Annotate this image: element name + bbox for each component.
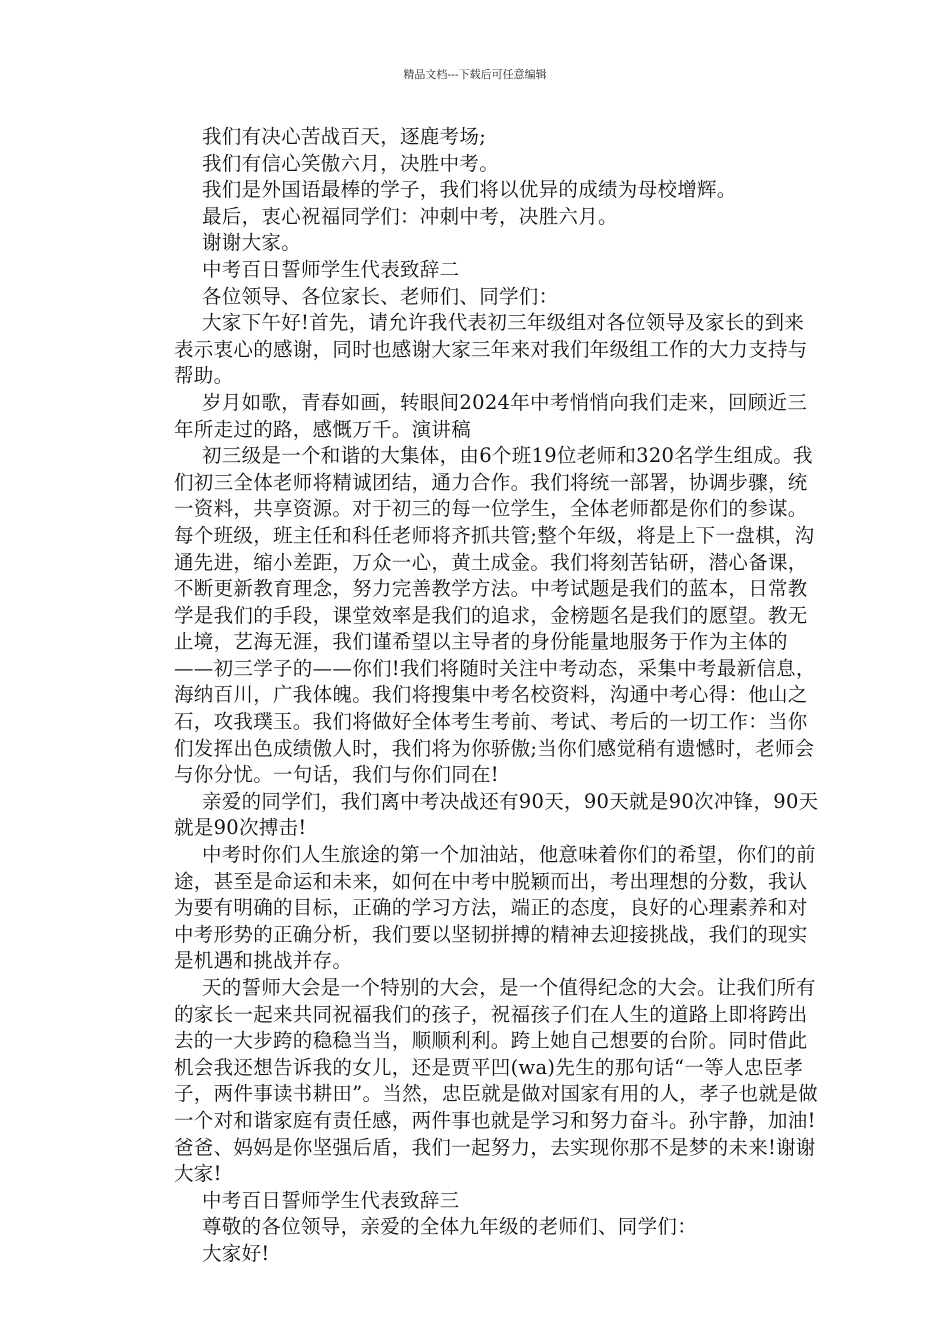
paragraph: 谢谢大家。 [202, 231, 302, 255]
salutation: 各位领导、各位家长、老师们、同学们： [202, 284, 559, 308]
paragraph: 亲爱的同学们，我们离中考决战还有90天，90天就是90次冲锋，90天就是90次搏击! [174, 789, 819, 840]
paragraph: 岁月如歌，青春如画，转眼间2024年中考悄悄向我们走来，回顾近三年所走过的路，感慨万千。演讲稿 [174, 390, 808, 441]
paragraph: 天的誓师大会是一个特别的大会，是一个值得纪念的大会。让我们所有的家长一起来共同祝福我们的孩子，祝福孩子们在人生的道路上即将跨出去的一大步跨的稳稳当当，顺顺利利。跨上她自己想要的台阶。同时借此机会我还想告诉我的女儿，还是贾平凹(wa)先生的那句话“一等人忠臣孝子，两件事读书耕田”。当然，忠臣就是做对国家有用的人，孝子也就是做一个对和谐家庭有责任感，两件事也就是学习和努力奋斗。孙宇静，加油!爸爸、妈妈是你坚强后盾，我们一起努力，去实现你那不是梦的未来!谢谢大家! [174, 976, 818, 1186]
salutation: 尊敬的各位领导，亲爱的全体九年级的老师们、同学们： [202, 1215, 698, 1239]
paragraph: 我们有决心苦战百天，逐鹿考场; [202, 125, 487, 148]
paragraph: 大家下午好!首先，请允许我代表初三年级组对各位领导及家长的到来表示衷心的感谢，同时也感谢大家三年来对我们年级组工作的大力支持与帮助。 [174, 311, 808, 388]
document-body [174, 124, 820, 1268]
page-header: 精品文档---下载后可任意编辑 [403, 68, 547, 81]
section-title: 中考百日誓师学生代表致辞二 [202, 257, 460, 281]
paragraph: 我们有信心笑傲六月，决胜中考。 [202, 151, 500, 175]
paragraph: 最后，衷心祝福同学们：冲刺中考，决胜六月。 [202, 204, 618, 228]
paragraph: 中考时你们人生旅途的第一个加油站，他意味着你们的希望，你们的前途，甚至是命运和未来，如何在中考中脱颖而出，考出理想的分数，我认为要有明确的目标，正确的学习方法，端正的态度，良好的心理素养和对中考形势的正确分析，我们要以坚韧拼搏的精神去迎接挑战，我们的现实是机遇和挑战并存。 [174, 843, 816, 973]
section-title: 中考百日誓师学生代表致辞三 [202, 1188, 460, 1212]
paragraph: 大家好! [202, 1241, 270, 1265]
paragraph: 初三级是一个和谐的大集体，由6个班19位老师和320名学生组成。我们初三全体老师将精诚团结，通力合作。我们将统一部署，协调步骤，统一资料，共享资源。对于初三的每一位学生，全体老师都是你们的参谋。每个班级，班主任和科任老师将齐抓共管;整个年级，将是上下一盘棋，沟通先进，缩小差距，万众一心，黄土成金。我们将刻苦钻研，潜心备课，不断更新教育理念，努力完善教学方法。中考试题是我们的蓝本，日常教学是我们的手段，课堂效率是我们的追求，金榜题名是我们的愿望。教无止境，艺海无涯，我们谨希望以主导者的身份能量地服务于作为主体的——初三学子的——你们!我们将随时关注中考动态，采集中考最新信息，海纳百川，广我体魄。我们将搜集中考名校资料，沟通中考心得：他山之石，攻我璞玉。我们将做好全体考生考前、考试、考后的一切工作：当你们发挥出色成绩傲人时，我们将为你骄傲;当你们感觉稍有遗憾时，老师会与你分忧。一句话，我们与你们同在! [174, 444, 816, 787]
paragraph: 我们是外国语最棒的学子，我们将以优异的成绩为母校增辉。 [202, 178, 737, 202]
